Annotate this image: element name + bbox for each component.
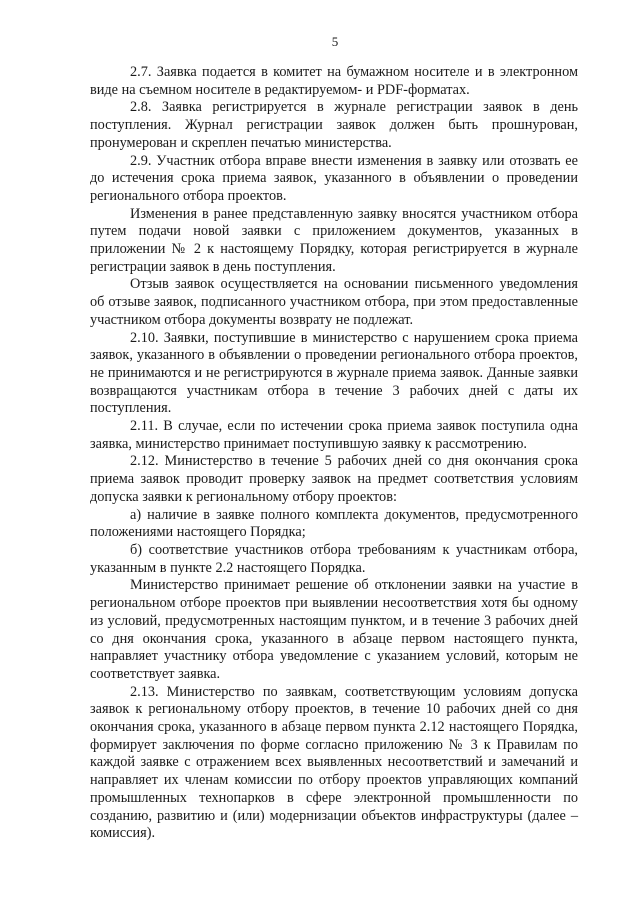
paragraph-2-10: 2.10. Заявки, поступившие в министерство с нарушением срока приема заявок, указанного в объявлении о проведении регионального отбора проектов, не принимаются и не регистрируются в журнале приема заявок. Данные заявки возвращаются участникам отбора в течение 3 рабочих дней с даты их поступления. — [90, 329, 578, 417]
paragraph-2-8: 2.8. Заявка регистрируется в журнале регистрации заявок в день поступления. Журнал регистрации заявок должен быть прошнурован, пронумерован и скреплен печатью министерства. — [90, 99, 578, 151]
document-body — [90, 64, 578, 843]
paragraph-withdrawal: Отзыв заявок осуществляется на основании письменного уведомления об отзыве заявок, подписанного участником отбора, при этом предоставленные участником отбора документы возврату не подлежат. — [90, 276, 578, 328]
paragraph-2-12: 2.12. Министерство в течение 5 рабочих дней со дня окончания срока приема заявок проводит проверку заявок на предмет соответствия условиям допуска заявки к региональному отбору проектов: — [90, 453, 578, 505]
paragraph-2-11: 2.11. В случае, если по истечении срока приема заявок поступила одна заявка, министерство принимает поступившую заявку к рассмотрению. — [90, 418, 578, 452]
paragraph-2-13: 2.13. Министерство по заявкам, соответствующим условиям допуска заявок к региональному отбору проектов, в течение 10 рабочих дней со дня окончания срока, указанного в абзаце первом пункта 2.12 настоящего Порядка, формирует заключения по форме согласно приложению № 3 к Правилам по каждой заявке с отражением всех выявленных несоответствий и замечаний и направляет их членам комиссии по отбору проектов управляющих компаний промышленных технопарков в сфере электронной промышленности по созданию, развитию и (или) модернизации объектов инфраструктуры (далее – комиссия). — [90, 683, 578, 842]
paragraph-changes: Изменения в ранее представленную заявку вносятся участником отбора путем подачи новой заявки с приложением документов, указанных в приложении № 2 к настоящему Порядку, которая регистрируется в журнале регистрации заявок в день поступления. — [90, 205, 578, 275]
paragraph-rejection: Министерство принимает решение об отклонении заявки на участие в региональном отборе проектов при выявлении несоответствия хотя бы одному из условий, предусмотренных настоящим пунктом, и в течение 3 рабочих дней со дня окончания срока, указанного в абзаце первом настоящего пункта, направляет участнику отбора уведомление с указанием условий, которым не соответствует заявка. — [90, 577, 578, 682]
page-number: 5 — [331, 34, 339, 49]
paragraph-item-b: б) соответствие участников отбора требованиям к участникам отбора, указанным в пункте 2.2 настоящего Порядка. — [90, 541, 578, 576]
paragraph-2-9: 2.9. Участник отбора вправе внести изменения в заявку или отозвать ее до истечения срока приема заявок, указанного в объявлении о проведении регионального отбора проектов. — [90, 152, 578, 204]
paragraph-2-7: 2.7. Заявка подается в комитет на бумажном носителе и в электронном виде на съемном носителе в редактируемом- и PDF-форматах. — [90, 64, 578, 98]
paragraph-item-a: а) наличие в заявке полного комплекта документов, предусмотренного положениями настоящего Порядка; — [90, 506, 578, 541]
